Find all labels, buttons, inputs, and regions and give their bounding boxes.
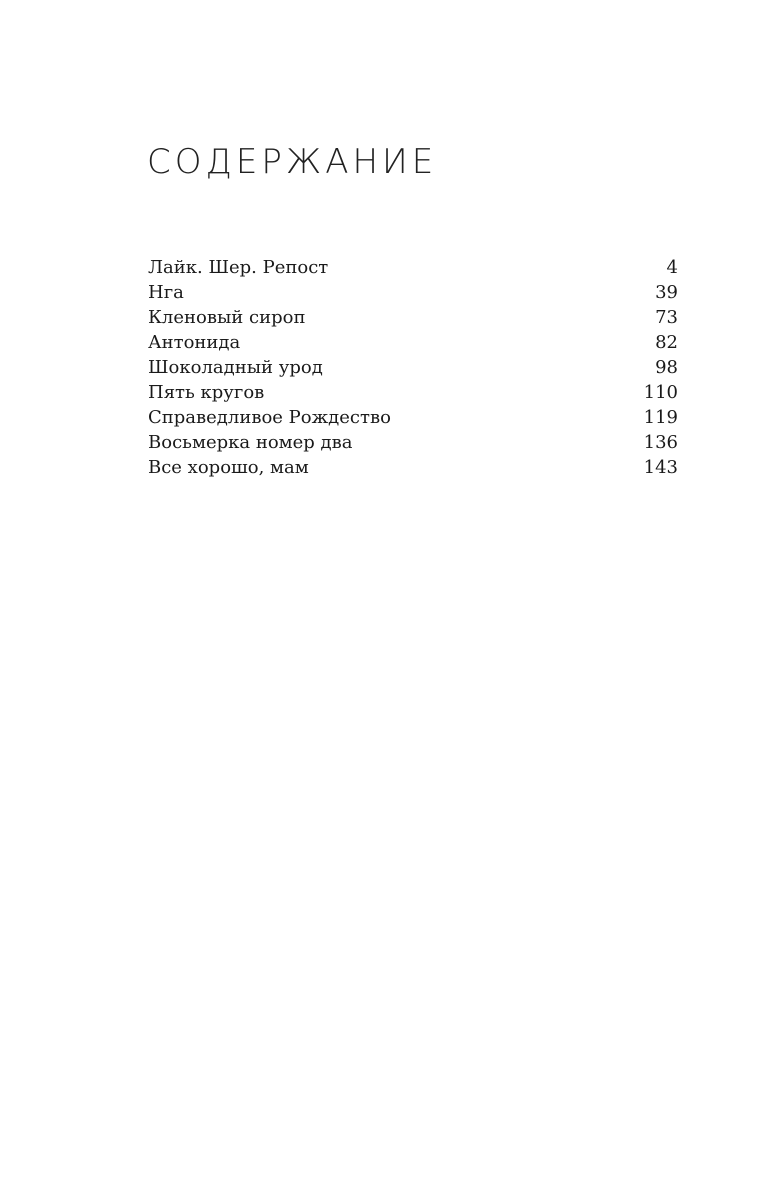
toc-entry-title: Справедливое Рождество — [148, 407, 391, 428]
toc-entry — [148, 355, 678, 380]
toc-entry — [148, 330, 678, 355]
toc-entry-page-number: 98 — [655, 357, 678, 378]
toc-entry-title: Лайк. Шер. Репост — [148, 257, 329, 278]
toc-entry-title: Шоколадный урод — [148, 357, 323, 378]
table-of-contents — [148, 255, 678, 480]
toc-entry — [148, 455, 678, 480]
toc-entry-page-number: 73 — [655, 307, 678, 328]
toc-entry-page-number: 39 — [655, 282, 678, 303]
toc-entry-page-number: 4 — [666, 257, 678, 278]
toc-entry-page-number: 110 — [643, 382, 678, 403]
toc-entry-title: Антонида — [148, 332, 241, 353]
toc-entry-page-number: 136 — [643, 432, 678, 453]
page-title: СОДЕРЖАНИЕ — [147, 142, 438, 182]
toc-entry — [148, 430, 678, 455]
toc-entry-title: Пять кругов — [148, 382, 265, 403]
toc-entry — [148, 305, 678, 330]
toc-entry-title: Нга — [148, 282, 184, 303]
toc-entry-page-number: 143 — [643, 457, 678, 478]
toc-entry-title: Кленовый сироп — [148, 307, 306, 328]
toc-entry — [148, 380, 678, 405]
toc-entry — [148, 280, 678, 305]
toc-entry — [148, 405, 678, 430]
toc-entry — [148, 255, 678, 280]
toc-entry-title: Все хорошо, мам — [148, 457, 309, 478]
toc-entry-page-number: 119 — [643, 407, 678, 428]
toc-entry-page-number: 82 — [655, 332, 678, 353]
toc-entry-title: Восьмерка номер два — [148, 432, 353, 453]
